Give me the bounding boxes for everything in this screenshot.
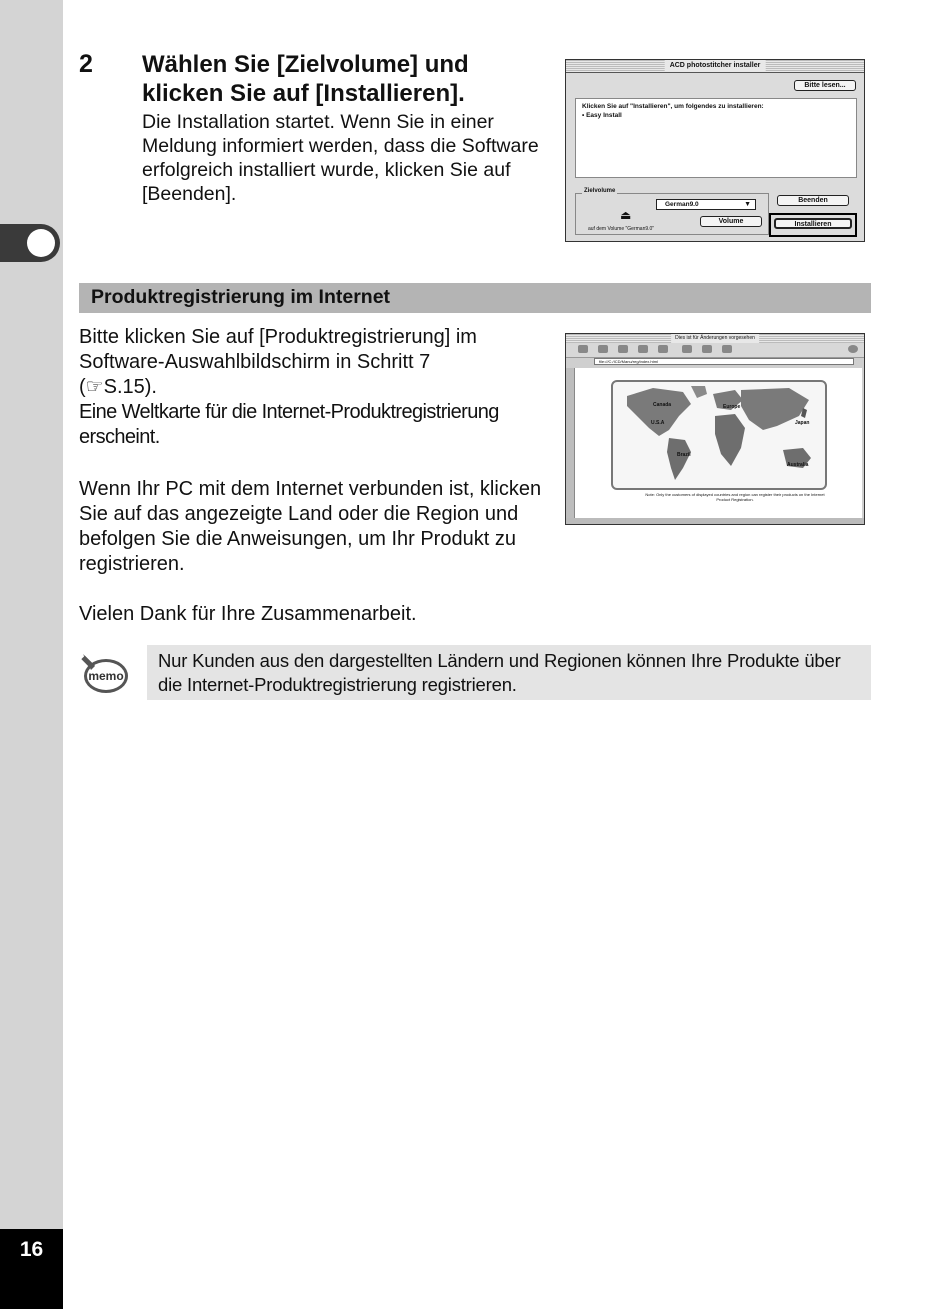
autofill-icon[interactable] [682, 345, 692, 353]
memo-label: memo [88, 669, 124, 683]
step-body: Die Installation startet. Wenn Sie in einer Meldung informiert werden, dass die Software erfolgreich installiert wurde, klicken Sie auf [Beenden]. [142, 111, 539, 205]
quit-button[interactable]: Beenden [777, 195, 849, 206]
chapter-tab [0, 224, 60, 262]
readme-button[interactable]: Bitte lesen... [794, 80, 856, 91]
world-map[interactable] [611, 380, 827, 490]
page-number: 16 [19, 1238, 44, 1261]
page-reference: S.15). [103, 376, 157, 398]
map-label-canada[interactable]: Canada [653, 402, 672, 408]
install-item: • Easy Install [582, 112, 622, 119]
home-icon[interactable] [658, 345, 668, 353]
map-label-europe[interactable]: Europe [723, 404, 741, 410]
map-label-brazil[interactable]: Brazil [677, 452, 691, 458]
install-info-area [575, 98, 857, 178]
map-region-south-america [667, 438, 691, 480]
map-note: Note: Only the customers of displayed countries and region can register their products on the Internet Product Registration. [645, 492, 825, 502]
intro-paragraph: Bitte klicken Sie auf [Produktregistrierung] im Software-Auswahlbildschirm in Schritt 7 (☞S.15). Eine Weltkarte für die Internet-Produktregistrierung erscheint. [79, 326, 499, 448]
target-volume-group [575, 188, 769, 235]
browser-title: Dies ist für Änderungen vorgesehen [671, 334, 759, 343]
refresh-icon[interactable] [638, 345, 648, 353]
volume-select-value: German9.0 [665, 201, 699, 208]
memo-icon [79, 650, 131, 696]
volume-button[interactable]: Volume [700, 216, 762, 227]
stop-icon[interactable] [618, 345, 628, 353]
chapter-dot-icon [27, 229, 55, 257]
browser-sidebar [566, 368, 575, 518]
installer-screenshot [565, 59, 865, 242]
address-bar[interactable]: file:///C:/ICD/Manu/reg/index.html [594, 358, 854, 365]
volume-select[interactable] [656, 199, 756, 210]
print-icon[interactable] [702, 345, 712, 353]
disk-icon: ⏏ [620, 208, 632, 222]
map-label-usa[interactable]: U.S.A [651, 420, 665, 426]
chevron-down-icon: ▼ [744, 201, 751, 208]
forward-icon[interactable] [598, 345, 608, 353]
install-button[interactable]: Installieren [774, 218, 852, 229]
map-label-australia[interactable]: Australia [787, 462, 809, 468]
map-region-africa [715, 414, 745, 466]
step-title: Wählen Sie [Zielvolume] und klicken Sie auf [Installieren]. [142, 51, 469, 107]
mail-icon[interactable] [722, 345, 732, 353]
browser-logo-icon [848, 345, 858, 353]
installer-titlebar [566, 60, 864, 73]
connected-paragraph: Wenn Ihr PC mit dem Internet verbunden ist, klicken Sie auf das angezeigte Land oder die Region und befolgen Sie die Anweisungen, um Ihr Produkt zu registrieren. [79, 478, 542, 575]
back-icon[interactable] [578, 345, 588, 353]
world-map-graphic [613, 382, 825, 488]
map-region-greenland [691, 386, 707, 398]
memo-box [147, 645, 871, 700]
map-label-japan[interactable]: Japan [795, 420, 810, 426]
step-number: 2 [79, 50, 93, 78]
section-title: Produktregistrierung im Internet [91, 286, 391, 308]
volume-info: auf dem Volume "German9.0" [588, 226, 655, 232]
section-header [79, 283, 871, 313]
browser-content [575, 368, 862, 518]
horizontal-scrollbar[interactable] [566, 518, 864, 524]
intro-line2: Eine Weltkarte für die Internet-Produktregistrierung erscheint. [79, 401, 499, 448]
browser-titlebar [566, 334, 864, 343]
installer-title: ACD photostitcher installer [665, 60, 766, 72]
target-volume-label: Zielvolume [584, 188, 616, 194]
browser-toolbar [566, 343, 864, 358]
left-margin-strip [0, 0, 63, 1309]
install-instruction: Klicken Sie auf "Installieren", um folgendes zu installieren: [582, 103, 764, 110]
intro-line1: Bitte klicken Sie auf [Produktregistrierung] im Software-Auswahlbildschirm in Schritt 7 [79, 326, 477, 373]
world-map-screenshot [565, 333, 865, 525]
memo-text: Nur Kunden aus den dargestellten Ländern und Regionen können Ihre Produkte über die Internet-Produktregistrierung registrieren. [158, 650, 841, 695]
thanks-paragraph: Vielen Dank für Ihre Zusammenarbeit. [79, 603, 417, 625]
page-reference-icon: ☞ [85, 376, 104, 398]
map-region-north-america [627, 388, 691, 436]
